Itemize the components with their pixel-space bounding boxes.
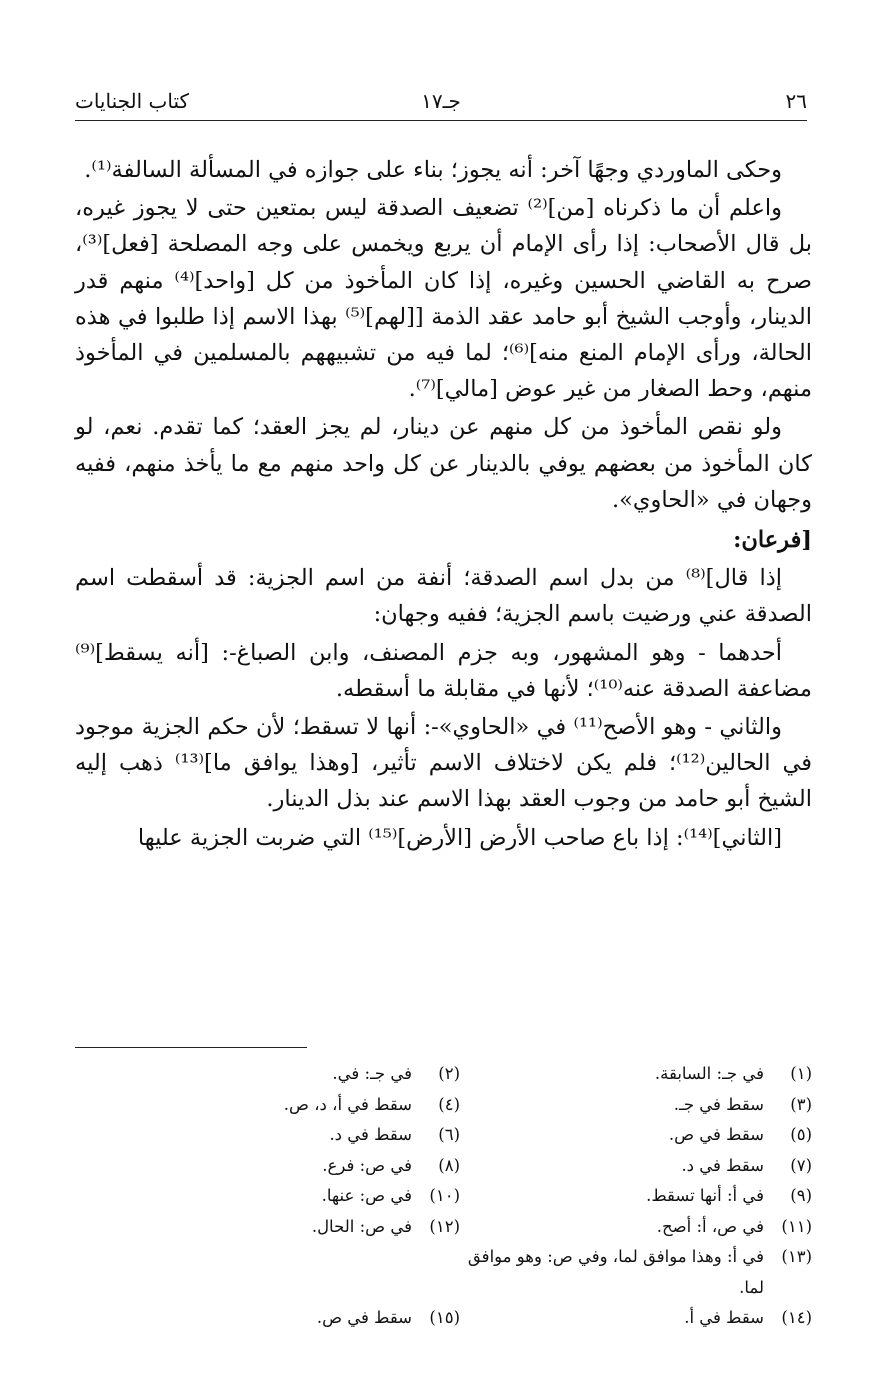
footnote-separator [75,1047,307,1048]
paragraph: والثاني - وهو الأصح⁽¹¹⁾ في «الحاوي»-: أنها لا تسقط؛ لأن حكم الجزية موجود في الحالين⁽¹²⁾؛ فلم يكن لاختلاف الاسم تأثير، [وهذا يوافق ما]⁽¹³⁾ ذهب إليه الشيخ أبو حامد من وجوب العقد بهذا الاسم عند بذل الدينار. [75,714,812,813]
footnote: (١٤) سقط في أ. [684,1308,812,1327]
footnote: (٧) سقط في د. [681,1155,812,1175]
footnote: (١٣) في أ: وهذا موافق لما، وفي ص: وهو موافق لما. [467,1247,812,1297]
footnote: (٥) سقط في ص. [668,1125,812,1144]
page-number: ٢٦ [785,89,807,113]
footnote: (١٥) سقط في ص. [316,1308,460,1327]
running-header [75,86,807,121]
footnote: (٣) سقط في جـ. [673,1094,812,1114]
section-heading: [فرعان: [733,527,812,554]
footnote: (٨) في ص: فرع. [322,1155,460,1175]
footnote: (١١) في ص، أ: أصح. [656,1216,812,1236]
footnote: (١٢) في ص: الحال. [311,1216,460,1236]
paragraph: واعلم أن ما ذكرناه [من]⁽²⁾ تضعيف الصدقة ليس بمتعين حتى لا يجوز غيره، بل قال الأصحاب: إذا رأى الإمام أن يربع ويخمس على وجه المصلحة [فعل]⁽³⁾، صرح به القاضي الحسين وغيره، إذا كان المأخوذ من كل [واحد]⁽⁴⁾ منهم قدر الدينار، وأوجب الشيخ أبو حامد عقد الذمة [[لهم]⁽⁵⁾ بهذا الاسم إذا طلبوا في هذه الحالة، ورأى الإمام المنع منه]⁽⁶⁾؛ لما فيه من تشبيههم بالمسلمين في المأخوذ منهم، وحط الصغار من غير عوض [مالي]⁽⁷⁾. [75,195,812,403]
paragraph: [الثاني]⁽¹⁴⁾: إذا باع صاحب الأرض [الأرض]⁽¹⁵⁾ التي ضربت الجزية عليها [137,824,782,851]
footnotes [75,1059,812,1334]
paragraph: أحدهما - وهو المشهور، وبه جزم المصنف، وابن الصباغ-: [أنه يسقط]⁽⁹⁾ مضاعفة الصدقة عنه⁽¹⁰⁾؛ لأنها في مقابلة ما أسقطه. [75,639,812,702]
footnote: (١٠) في ص: عنها. [321,1186,460,1205]
footnote: (٢) في جـ: في. [332,1064,460,1083]
volume-label: جـ١٧ [421,89,461,113]
book-title: كتاب الجنايات [75,89,190,113]
paragraph: إذا قال]⁽⁸⁾ من بدل اسم الصدقة؛ أنفة من اسم الجزية: قد أسقطت اسم الصدقة عني ورضيت باسم الجزية؛ ففيه وجهان: [75,565,812,628]
footnote: (٤) سقط في أ، د، ص. [283,1094,460,1114]
footnote: (٩) في أ: أنها تسقط. [646,1186,812,1205]
footnote: (٦) سقط في د. [329,1125,460,1144]
paragraph: وحكى الماوردي وجهًا آخر: أنه يجوز؛ بناء على جوازه في المسألة السالفة⁽¹⁾. [84,157,782,183]
paragraph: ولو نقص المأخوذ من كل منهم عن دينار، لم يجز العقد؛ كما تقدم. نعم، لو كان المأخوذ من بعضهم يوفي بالدينار عن كل واحد منهم مع ما يأخذ منهم، ففيه وجهان في «الحاوي». [75,414,812,513]
footnote: (١) في جـ: السابقة. [654,1064,812,1083]
main-text [75,152,812,858]
